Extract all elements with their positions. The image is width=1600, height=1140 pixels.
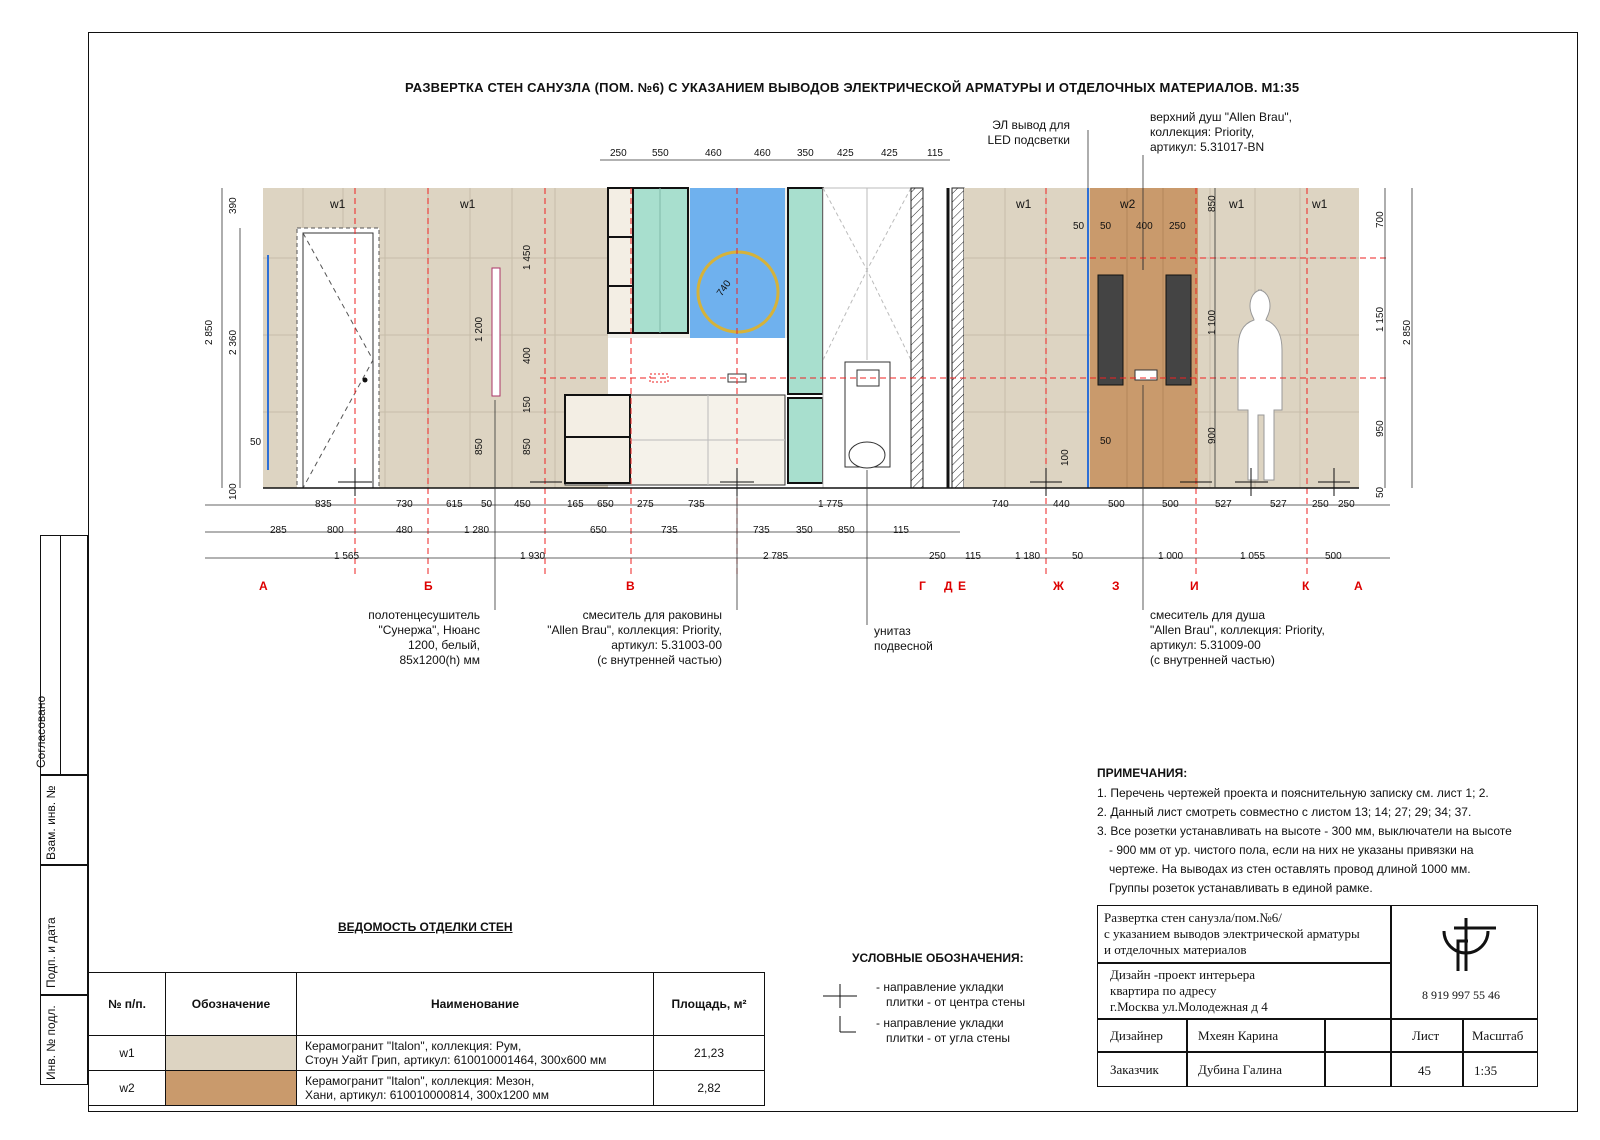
tb-project: Дизайн -проект интерьера квартира по адресу г.Москва ул.Молодежная д 4 <box>1097 963 1391 1019</box>
dim: 850 <box>838 525 855 536</box>
dim: 850 <box>474 438 485 455</box>
dim: 1 150 <box>1375 306 1386 332</box>
tb-sheet-label: Лист <box>1391 1019 1463 1052</box>
dim: 527 <box>1270 499 1287 510</box>
dim: 850 <box>1207 195 1218 212</box>
dim: 50 <box>1375 486 1386 498</box>
stamp-label: Согласовано <box>34 695 48 768</box>
dim: 527 <box>1215 499 1232 510</box>
axis-label: Ж <box>1053 579 1064 593</box>
notes-title: ПРИМЕЧАНИЯ: <box>1097 766 1188 780</box>
axis-label: Д <box>944 579 953 593</box>
drawing-title: РАЗВЕРТКА СТЕН САНУЗЛА (ПОМ. №6) С УКАЗАНИЕМ ВЫВОДОВ ЭЛЕКТРИЧЕСКОЙ АРМАТУРЫ И ОТДЕЛОЧНЫХ МАТЕРИАЛОВ. М1:35 <box>405 80 1300 95</box>
dim: 400 <box>1136 221 1153 232</box>
dim: 2 785 <box>763 551 789 562</box>
shower-mixer-callout: смеситель для душа "Allen Brau", коллекция: Priority, артикул: 5.31009-00 (с внутренней частью) <box>1150 608 1325 667</box>
tile-tag: w1 <box>1016 197 1032 211</box>
dim: 650 <box>597 499 614 510</box>
dim: 50 <box>481 499 493 510</box>
towel-warmer-callout: полотенцесушитель "Сунержа", Нюанс 1200, белый, 85x1200(h) мм <box>368 608 480 667</box>
finish-schedule: № п/п. Обозначение Наименование Площадь, м² w1 Керамогранит "Italon", коллекция: Рум, Стоун Уайт Грип, артикул: 610010001464, 300x600 мм 21,23 w2 Керамогранит "Italon", коллекция: Мезон, Хани, артикул: 610010000814, 300x1200 мм 2,82 <box>88 972 765 1106</box>
dim: 1 775 <box>818 499 844 510</box>
tb-designer: Мхеян Карина <box>1187 1019 1325 1052</box>
dim: 275 <box>637 499 654 510</box>
axis-label: И <box>1190 579 1199 593</box>
dim: 730 <box>396 499 413 510</box>
dim: 900 <box>1207 427 1218 444</box>
dim: 100 <box>1060 449 1071 466</box>
dim: 835 <box>315 499 332 510</box>
dim: 250 <box>929 551 946 562</box>
sink-mixer-callout: смеситель для раковины "Allen Brau", коллекция: Priority, артикул: 5.31003-00 (с внутренней частью) <box>547 608 722 667</box>
tall-cabinet <box>788 188 823 394</box>
dim: 740 <box>715 278 734 299</box>
dim: 425 <box>837 148 854 159</box>
dim: 2 850 <box>1402 319 1413 345</box>
axis-label: А <box>259 579 268 593</box>
table-row: w2 Керамогранит "Italon", коллекция: Мезон, Хани, артикул: 610010000814, 300x1200 мм 2,82 <box>89 1071 765 1106</box>
notes-list: 1. Перечень чертежей проекта и пояснительную записку см. лист 1; 2. 2. Данный лист смотреть совместно с листом 13; 14; 27; 29; 34; 37. 3. Все розетки устанавливать на высоте - 300 мм, выключатели на высоте - 900 мм от ур. чистого пола, если на них не указаны привязки на чертеже. На выводах из стен оставлять провод длиной 1000 мм. Группы розеток устанавливать в единой рамке. <box>1097 786 1512 895</box>
axis-label: Б <box>424 579 433 593</box>
stamp-label: Взам. инв. № <box>44 785 58 860</box>
dim: 50 <box>1100 221 1112 232</box>
dim: 250 <box>610 148 627 159</box>
tb-client-label: Заказчик <box>1097 1052 1187 1087</box>
tb-scale: 1:35 <box>1463 1052 1538 1087</box>
dim: 1 565 <box>334 551 360 562</box>
tile-tag: w1 <box>1229 197 1245 211</box>
dim: 700 <box>1375 211 1386 228</box>
stamp-label: Подп. и дата <box>44 917 58 988</box>
tb-sheet-no: 45 <box>1391 1052 1463 1087</box>
dim: 50 <box>1100 436 1112 447</box>
dim: 115 <box>893 525 909 536</box>
dim: 250 <box>1169 221 1186 232</box>
dim: 735 <box>661 525 678 536</box>
legend-icons <box>823 984 857 1032</box>
axis-label: З <box>1112 579 1120 593</box>
legend-item-corner: - направление укладки плитки - от угла стены <box>876 1016 1010 1045</box>
tb-scale-label: Масштаб <box>1463 1019 1538 1052</box>
dim: 1 180 <box>1015 551 1041 562</box>
dim: 440 <box>1053 499 1070 510</box>
dim: 550 <box>652 148 669 159</box>
led-callout: ЭЛ вывод для LED подсветки <box>987 118 1070 147</box>
dim: 950 <box>1375 420 1386 437</box>
logo-icon <box>1392 906 1537 986</box>
dim: 115 <box>965 551 981 562</box>
dim: 150 <box>522 396 533 413</box>
schedule-title: ВЕДОМОСТЬ ОТДЕЛКИ СТЕН <box>338 920 513 934</box>
toilet <box>849 442 885 468</box>
dim: 1 000 <box>1158 551 1184 562</box>
toilet-callout: унитаз подвесной <box>874 624 933 653</box>
dim: 2 360 <box>228 329 239 355</box>
dim: 735 <box>753 525 770 536</box>
dim: 460 <box>754 148 771 159</box>
dim: 250 <box>1312 499 1329 510</box>
dim: 460 <box>705 148 722 159</box>
dim: 740 <box>992 499 1009 510</box>
axis-label: К <box>1302 579 1310 593</box>
dim: 1 200 <box>474 316 485 342</box>
dim: 500 <box>1325 551 1342 562</box>
dim: 2 850 <box>204 319 215 345</box>
dim: 100 <box>228 483 239 500</box>
tile-tag: w2 <box>1120 197 1136 211</box>
tile-tag: w1 <box>1312 197 1328 211</box>
top-shower-callout: верхний душ "Allen Brau", коллекция: Priority, артикул: 5.31017-BN <box>1150 110 1293 154</box>
tb-designer-label: Дизайнер <box>1097 1019 1187 1052</box>
dim: 615 <box>446 499 463 510</box>
dim: 800 <box>327 525 344 536</box>
legend-item-center: - направление укладки плитки - от центра стены <box>876 980 1026 1009</box>
dim: 390 <box>228 197 239 214</box>
dim: 50 <box>1072 551 1084 562</box>
dim: 500 <box>1108 499 1125 510</box>
dim: 1 280 <box>464 525 490 536</box>
dim: 250 <box>1338 499 1355 510</box>
dim: 285 <box>270 525 287 536</box>
tb-sheet-title: Развертка стен санузла/пом.№6/ с указанием выводов электрической арматуры и отделочных материалов <box>1097 905 1391 963</box>
table-row: w1 Керамогранит "Italon", коллекция: Рум, Стоун Уайт Грип, артикул: 610010001464, 300x600 мм 21,23 <box>89 1036 765 1071</box>
dim: 350 <box>796 525 813 536</box>
dim: 350 <box>797 148 814 159</box>
dim: 400 <box>522 347 533 364</box>
dim: 1 450 <box>522 244 533 270</box>
axis-label: Г <box>919 579 926 593</box>
dim: 1 100 <box>1207 309 1218 335</box>
dim: 50 <box>1073 221 1085 232</box>
dim: 1 055 <box>1240 551 1266 562</box>
tile-tag: w1 <box>460 197 476 211</box>
axis-label: В <box>626 579 635 593</box>
dim: 1 930 <box>520 551 546 562</box>
dim: 50 <box>250 437 262 448</box>
towel-warmer <box>492 268 500 396</box>
tile-tag: w1 <box>330 197 346 211</box>
dim: 165 <box>567 499 584 510</box>
dim: 650 <box>590 525 607 536</box>
tb-logo: 8 919 997 55 46 <box>1391 905 1538 1019</box>
dim: 735 <box>688 499 705 510</box>
axis-label: Е <box>958 579 967 593</box>
dim: 500 <box>1162 499 1179 510</box>
dim: 425 <box>881 148 898 159</box>
dim: 480 <box>396 525 413 536</box>
stamp-label: Инв. № подл. <box>44 1005 58 1080</box>
legend-title: УСЛОВНЫЕ ОБОЗНАЧЕНИЯ: <box>852 951 1024 965</box>
tb-client: Дубина Галина <box>1187 1052 1325 1087</box>
dim: 115 <box>927 148 943 159</box>
dim: 450 <box>514 499 531 510</box>
dim: 850 <box>522 438 533 455</box>
axis-label: А <box>1354 579 1363 593</box>
